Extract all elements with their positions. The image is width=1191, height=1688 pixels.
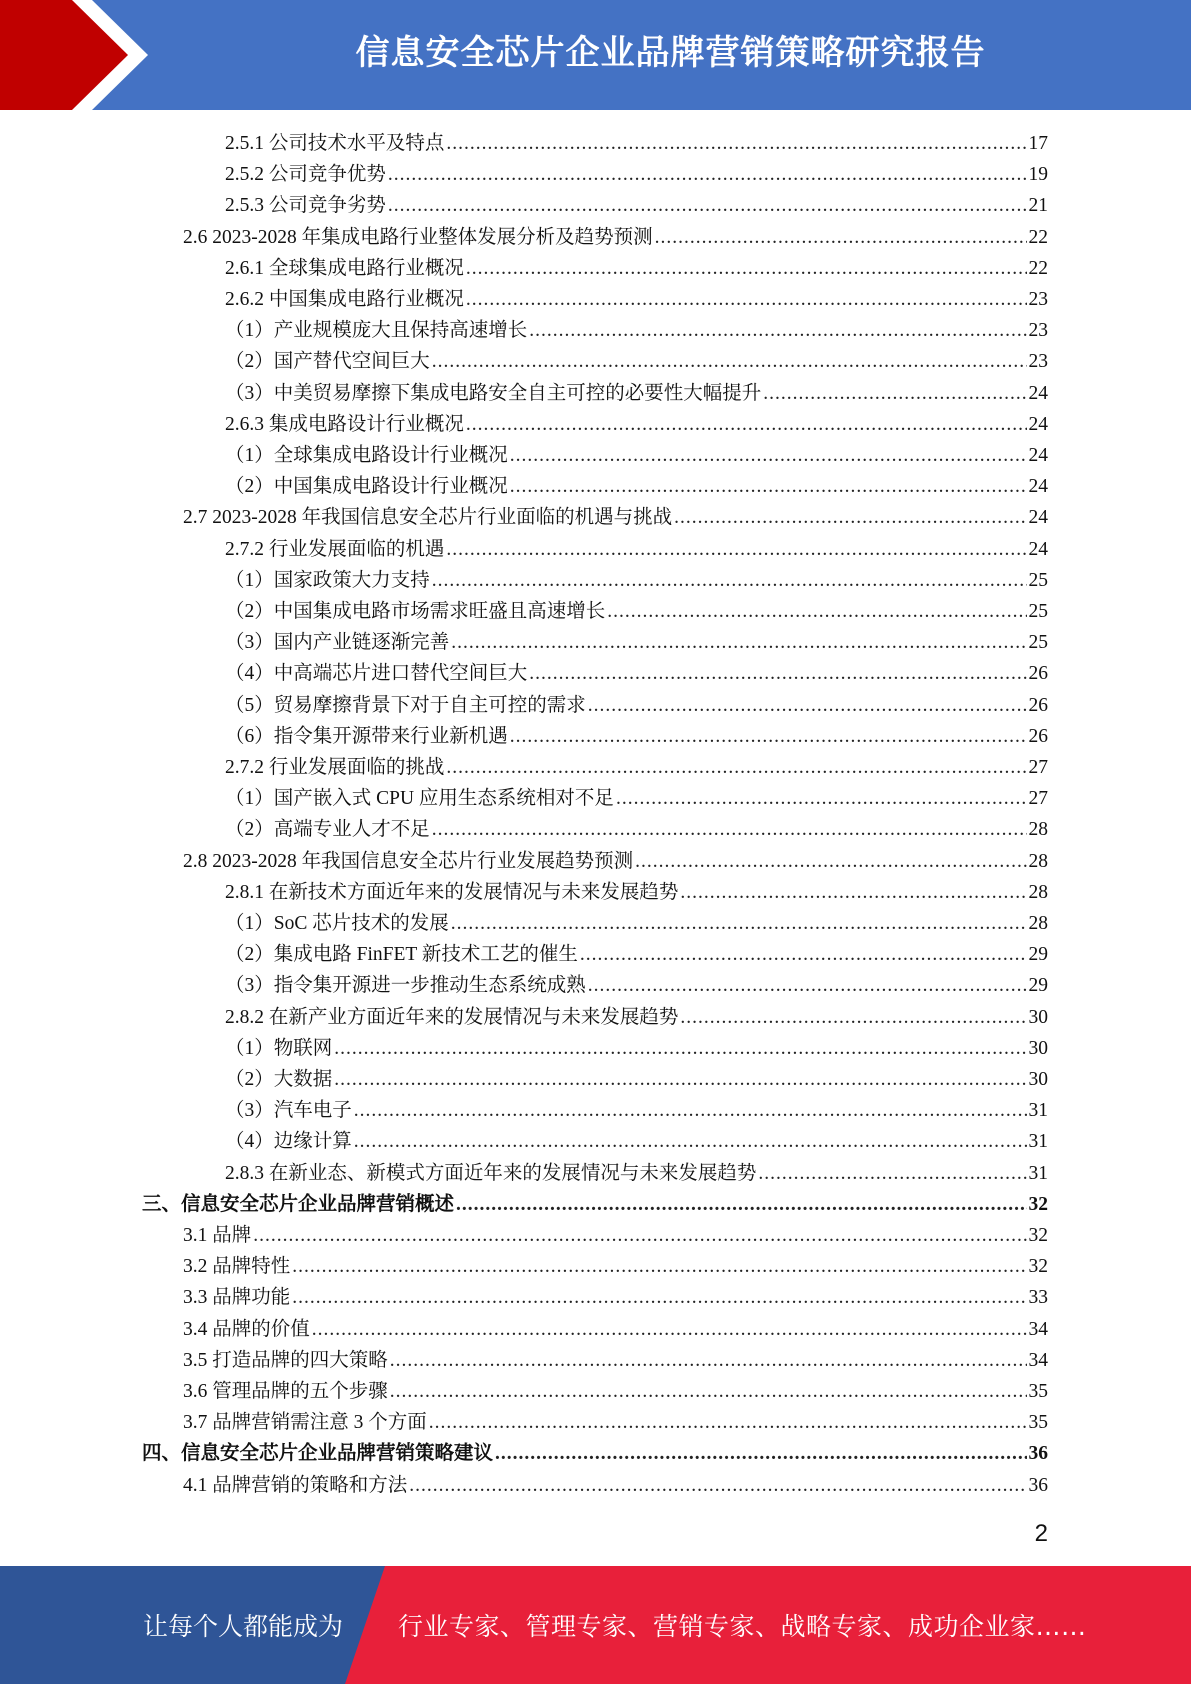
toc-entry[interactable]	[225, 408, 1048, 439]
toc-entry-label: （1）SoC 芯片技术的发展	[225, 913, 449, 934]
toc-dot-leader	[446, 757, 1026, 779]
toc-entry-label: 2.8.1 在新技术方面近年来的发展情况与未来发展趋势	[225, 881, 679, 903]
toc-dot-leader	[456, 1194, 1026, 1216]
toc-entry-label: （1）国家政策大力支持	[225, 569, 430, 591]
toc-dot-leader	[588, 695, 1027, 717]
toc-dot-leader	[680, 882, 1026, 904]
toc-dot-leader	[607, 601, 1026, 623]
toc-entry-page: 36	[1028, 1474, 1048, 1496]
toc-dot-leader	[763, 383, 1026, 405]
toc-entry[interactable]	[225, 345, 1048, 376]
toc-entry-label: （6）指令集开源带来行业新机遇	[225, 725, 508, 747]
toc-entry-label: （3）汽车电子	[225, 1100, 352, 1122]
toc-entry-page: 33	[1028, 1287, 1048, 1309]
toc-entry[interactable]	[183, 1281, 1048, 1312]
toc-dot-leader	[451, 913, 1027, 935]
toc-dot-leader	[446, 133, 1026, 155]
toc-entry-page: 35	[1028, 1412, 1048, 1434]
toc-entry-label: 3.2 品牌特性	[183, 1256, 291, 1278]
toc-dot-leader	[466, 414, 1027, 436]
toc-entry-page: 24	[1028, 538, 1048, 560]
toc-dot-leader	[409, 1475, 1026, 1497]
toc-entry[interactable]	[225, 813, 1048, 844]
toc-entry[interactable]	[183, 1406, 1048, 1437]
toc-entry[interactable]	[225, 876, 1048, 907]
toc-entry-label: 2.8.3 在新业态、新模式方面近年来的发展情况与未来发展趋势	[225, 1162, 757, 1184]
toc-entry-page: 30	[1028, 1006, 1048, 1028]
toc-entry[interactable]	[225, 689, 1048, 720]
toc-entry-label: 2.5.3 公司竞争劣势	[225, 195, 386, 217]
toc-entry[interactable]	[225, 782, 1048, 813]
toc-entry-page: 27	[1028, 788, 1048, 810]
toc-dot-leader	[292, 1287, 1026, 1309]
toc-entry[interactable]	[183, 221, 1048, 252]
toc-entry[interactable]	[225, 314, 1048, 345]
toc-entry-page: 29	[1028, 975, 1048, 997]
toc-entry-page: 29	[1028, 944, 1048, 966]
toc-entry-label: 2.7.2 行业发展面临的挑战	[225, 757, 445, 778]
toc-entry[interactable]	[225, 158, 1048, 189]
toc-entry-page: 31	[1028, 1131, 1048, 1153]
toc-dot-leader	[390, 1350, 1027, 1372]
toc-dot-leader	[388, 164, 1027, 186]
toc-dot-leader	[466, 258, 1027, 280]
toc-entry-label: （4）中高端芯片进口替代空间巨大	[225, 663, 528, 685]
toc-dot-leader	[354, 1131, 1027, 1153]
toc-entry-label: （2）中国集成电路设计行业概况	[225, 476, 508, 498]
page-number: 2	[1034, 1520, 1048, 1547]
toc-entry-label: （3）国内产业链逐渐完善	[225, 632, 450, 654]
toc-entry-label: 3.3 品牌功能	[183, 1287, 291, 1309]
toc-dot-leader	[390, 1381, 1027, 1403]
toc-entry-page: 26	[1028, 694, 1048, 716]
toc-entry[interactable]	[225, 657, 1048, 688]
toc-entry[interactable]	[183, 1313, 1048, 1344]
toc-entry[interactable]	[183, 1250, 1048, 1281]
toc-dot-leader	[758, 1163, 1026, 1185]
toc-entry-label: 3.4 品牌的价值	[183, 1318, 310, 1340]
toc-entry-label: （2）高端专业人才不足	[225, 819, 430, 841]
toc-dot-leader	[432, 819, 1027, 841]
toc-entry[interactable]	[225, 439, 1048, 470]
toc-entry-label: （1）物联网	[225, 1037, 333, 1059]
toc-entry-label: 3.1 品牌	[183, 1225, 252, 1246]
toc-entry[interactable]	[225, 1032, 1048, 1063]
toc-dot-leader	[354, 1100, 1027, 1122]
footer-banner	[0, 1566, 1191, 1684]
toc-entry[interactable]	[225, 595, 1048, 626]
toc-entry-label: （2）中国集成电路市场需求旺盛且高速增长	[225, 601, 606, 622]
toc-dot-leader	[510, 726, 1027, 748]
toc-entry[interactable]	[183, 501, 1048, 532]
toc-entry[interactable]	[225, 564, 1048, 595]
report-title: 信息安全芯片企业品牌营销策略研究报告	[355, 33, 986, 73]
toc-dot-leader	[580, 944, 1027, 966]
toc-entry-page: 22	[1028, 257, 1048, 279]
toc-entry-page: 24	[1028, 507, 1048, 529]
toc-entry[interactable]	[225, 626, 1048, 657]
toc-entry-label: 2.6 2023-2028 年集成电路行业整体发展分析及趋势预测	[183, 226, 653, 248]
toc-entry[interactable]	[225, 938, 1048, 969]
toc-dot-leader	[446, 539, 1026, 561]
toc-entry-label: 4.1 品牌营销的策略和方法	[183, 1474, 408, 1496]
toc-entry-page: 17	[1028, 133, 1048, 154]
toc-dot-leader	[495, 1443, 1026, 1465]
toc-dot-leader	[616, 788, 1027, 810]
toc-entry[interactable]	[225, 470, 1048, 501]
toc-entry-label: 2.5.2 公司竞争优势	[225, 164, 386, 186]
toc-dot-leader	[655, 227, 1027, 249]
toc-entry[interactable]	[225, 751, 1048, 782]
toc-dot-leader	[529, 663, 1026, 685]
toc-entry-label: 2.6.2 中国集成电路行业概况	[225, 289, 464, 310]
toc-entry[interactable]	[225, 907, 1048, 938]
toc-entry[interactable]	[183, 1375, 1048, 1406]
toc-entry-page: 34	[1028, 1349, 1048, 1371]
toc-entry-page: 36	[1028, 1443, 1048, 1465]
toc-dot-leader	[334, 1069, 1026, 1091]
toc-entry-page: 32	[1028, 1193, 1048, 1215]
toc-entry[interactable]	[142, 1437, 1048, 1468]
toc-entry-label: （1）产业规模庞大且保持高速增长	[225, 320, 528, 342]
toc-dot-leader	[466, 289, 1027, 311]
toc-entry-page: 22	[1028, 226, 1048, 248]
toc-dot-leader	[510, 445, 1027, 467]
toc-entry-page: 32	[1028, 1256, 1048, 1278]
chevron-arrow-icon	[0, 0, 160, 110]
toc-entry-page: 28	[1028, 913, 1048, 934]
toc-entry-label: （2）集成电路 FinFET 新技术工艺的催生	[225, 944, 578, 966]
toc-entry-page: 24	[1028, 382, 1048, 404]
toc-dot-leader	[253, 1225, 1026, 1247]
toc-entry[interactable]	[142, 1188, 1048, 1219]
toc-dot-leader	[635, 851, 1026, 873]
toc-entry-page: 23	[1028, 351, 1048, 373]
toc-entry[interactable]	[183, 1469, 1048, 1500]
report-header	[0, 0, 1191, 110]
toc-entry-label: （1）国产嵌入式 CPU 应用生态系统相对不足	[225, 788, 614, 810]
toc-entry-label: 2.8 2023-2028 年我国信息安全芯片行业发展趋势预测	[183, 850, 634, 872]
toc-entry[interactable]	[225, 1063, 1048, 1094]
toc-entry-page: 30	[1028, 1037, 1048, 1059]
toc-entry[interactable]	[225, 283, 1048, 314]
toc-entry[interactable]	[225, 969, 1048, 1000]
toc-entry-page: 28	[1028, 881, 1048, 903]
toc-entry-label: 2.6.3 集成电路设计行业概况	[225, 413, 464, 435]
toc-entry-page: 27	[1028, 757, 1048, 778]
toc-entry-label: 2.8.2 在新产业方面近年来的发展情况与未来发展趋势	[225, 1006, 679, 1028]
toc-entry-page: 26	[1028, 725, 1048, 747]
toc-entry-page: 24	[1028, 476, 1048, 498]
toc-entry-page: 28	[1028, 850, 1048, 872]
toc-entry-page: 21	[1028, 195, 1048, 217]
toc-entry-label: （1）全球集成电路设计行业概况	[225, 445, 508, 466]
toc-entry-page: 25	[1028, 632, 1048, 654]
toc-entry-page: 30	[1028, 1069, 1048, 1090]
toc-entry-page: 23	[1028, 289, 1048, 310]
toc-entry[interactable]	[225, 533, 1048, 564]
toc-entry[interactable]	[183, 845, 1048, 876]
toc-entry-label: （3）中美贸易摩擦下集成电路安全自主可控的必要性大幅提升	[225, 382, 762, 404]
toc-entry-page: 23	[1028, 320, 1048, 342]
toc-entry[interactable]	[225, 127, 1048, 158]
toc-entry[interactable]	[183, 1344, 1048, 1375]
toc-entry[interactable]	[225, 1125, 1048, 1156]
toc-entry[interactable]	[225, 1001, 1048, 1032]
toc-entry-label: 三、信息安全芯片企业品牌营销概述	[142, 1193, 455, 1215]
toc-dot-leader	[510, 476, 1027, 498]
toc-entry-label: 2.5.1 公司技术水平及特点	[225, 133, 445, 154]
toc-entry-label: 2.7 2023-2028 年我国信息安全芯片行业面临的机遇与挑战	[183, 507, 673, 529]
toc-entry-page: 28	[1028, 819, 1048, 841]
toc-entry-page: 19	[1028, 164, 1048, 186]
toc-entry[interactable]	[225, 252, 1048, 283]
toc-entry-page: 34	[1028, 1318, 1048, 1340]
toc-entry[interactable]	[225, 720, 1048, 751]
toc-entry-page: 25	[1028, 569, 1048, 591]
toc-entry-label: 3.7 品牌营销需注意 3 个方面	[183, 1412, 427, 1434]
toc-dot-leader	[529, 320, 1026, 342]
toc-entry-label: 3.6 管理品牌的五个步骤	[183, 1381, 388, 1402]
toc-dot-leader	[312, 1319, 1027, 1341]
footer-slogan-left: 让每个人都能成为	[143, 1612, 344, 1641]
toc-entry-label: 3.5 打造品牌的四大策略	[183, 1349, 388, 1371]
toc-entry-label: 2.7.2 行业发展面临的机遇	[225, 538, 445, 560]
toc-entry-page: 24	[1028, 445, 1048, 466]
toc-dot-leader	[674, 507, 1026, 529]
toc-entry-page: 35	[1028, 1381, 1048, 1402]
toc-entry-label: （2）国产替代空间巨大	[225, 351, 430, 373]
toc-entry-page: 31	[1028, 1100, 1048, 1122]
toc-entry-label: （4）边缘计算	[225, 1131, 352, 1153]
toc-entry-label: （2）大数据	[225, 1069, 333, 1090]
toc-dot-leader	[292, 1256, 1026, 1278]
footer-slogan-right: 行业专家、管理专家、营销专家、战略专家、成功企业家……	[398, 1612, 1087, 1641]
toc-entry-page: 26	[1028, 663, 1048, 685]
toc-entry[interactable]	[225, 377, 1048, 408]
toc-dot-leader	[429, 1412, 1027, 1434]
toc-entry-page: 24	[1028, 413, 1048, 435]
toc-entry-page: 25	[1028, 601, 1048, 622]
toc-entry-label: 四、信息安全芯片企业品牌营销策略建议	[142, 1443, 494, 1465]
toc-entry[interactable]	[225, 1094, 1048, 1125]
toc-dot-leader	[588, 975, 1027, 997]
toc-entry[interactable]	[183, 1219, 1048, 1250]
toc-entry[interactable]	[225, 1157, 1048, 1188]
toc-dot-leader	[432, 351, 1027, 373]
toc-entry-label: （3）指令集开源进一步推动生态系统成熟	[225, 975, 586, 997]
toc-dot-leader	[680, 1007, 1026, 1029]
toc-entry[interactable]	[225, 189, 1048, 220]
toc-entry-page: 32	[1028, 1225, 1048, 1246]
toc-entry-label: （5）贸易摩擦背景下对于自主可控的需求	[225, 694, 586, 716]
toc-dot-leader	[432, 570, 1027, 592]
toc-dot-leader	[451, 632, 1026, 654]
toc-entry-label: 2.6.1 全球集成电路行业概况	[225, 257, 464, 279]
toc-dot-leader	[388, 195, 1027, 217]
toc-dot-leader	[334, 1038, 1026, 1060]
toc-entry-page: 31	[1028, 1162, 1048, 1184]
